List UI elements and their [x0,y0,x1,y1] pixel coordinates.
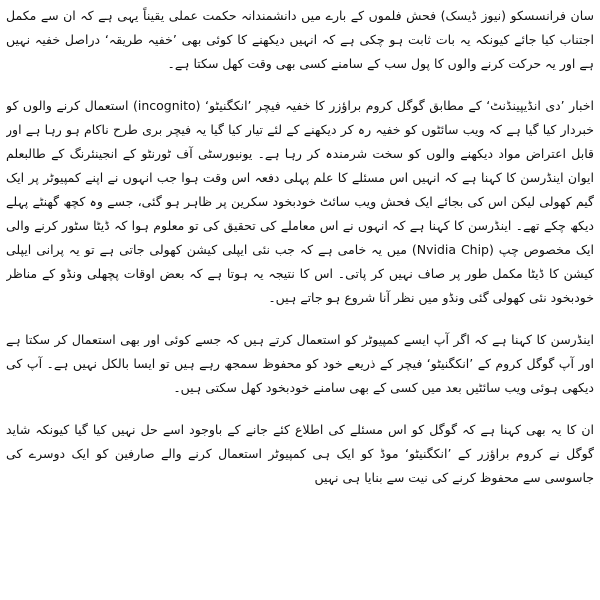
article-body [6,4,594,600]
article-paragraph-1: سان فرانسسکو (نیوز ڈیسک) فحش فلموں کے بارے میں دانشمندانہ حکمت عملی یقیناً یہی ہے کہ ان سے مکمل اجتناب کیا جائے کیونکہ یہ بات ثابت ہو چکی ہے کہ انہیں دیکھنے کا کوئی بھی ’خفیہ طریقہ‘ دراصل خفیہ نہیں ہے اور یہ حرکت کرنے والوں کا پول سب کے سامنے کسی بھی وقت کھل سکتا ہے۔ [6,8,594,71]
article-paragraph-3: اینڈرسن کا کہنا ہے کہ اگر آپ ایسے کمپیوٹر کو استعمال کرتے ہیں کہ جسے کوئی اور بھی استعمال کر سکتا ہے اور آپ گوگل کروم کے ’انکگنیٹو‘ فیچر کے ذریعے خود کو محفوظ سمجھ رہے ہیں تو ایسا بالکل نہیں ہے۔ آپ کی دیکھی ہوئی ویب سائٹیں بعد میں کسی کے بھی سامنے خودبخود کھل سکتی ہیں۔ [6,332,594,395]
article-paragraph-4: ان کا یہ بھی کہنا ہے کہ گوگل کو اس مسئلے کی اطلاع کئے جانے کے باوجود اسے حل نہیں کیا گیا کیونکہ شاید گوگل نے کروم براﺅزر کے ’انکگنیٹو‘ موڈ کو ایک ہی کمپیوٹر استعمال کرنے والے صارفین کو ایک دوسرے کی جاسوسی سے محفوظ کرنے کی نیت سے بنایا ہی نہیں [6,422,594,485]
article-paragraph-2: اخبار ’دی انڈیپینڈنٹ‘ کے مطابق گوگل کروم براﺅزر کا خفیہ فیچر ’انکگنیٹو‘ (incognito) استعمال کرنے والوں کو خبردار کیا گیا ہے کہ ویب سائٹوں کو خفیہ رہ کر دیکھنے کے لئے تیار کیا گیا یہ فیچر بری طرح ناکام ہو رہا ہے اور قابل اعتراض مواد دیکھنے والوں کو سخت شرمندہ کر رہا ہے۔ یونیورسٹی آف ٹورنٹو کے انجینئرنگ کے طالبعلم ایوان اینڈرسن کا کہنا ہے کہ انہیں اس مسئلے کا علم پہلی دفعہ اس وقت ہوا جب انہوں نے اپنے کمپیوٹر پر ایک گیم کھولی لیکن اس کی بجائے ایک فحش ویب سائٹ خودبخود سکرین پر ظاہر ہو گئی، جسے وہ کچھ گھنٹے پہلے دیکھ چکے تھے۔ اینڈرسن کا کہنا ہے کہ انہوں نے اس معاملے کی تحقیق کی تو معلوم ہوا کہ ڈیٹا سٹور کرنے والی ایک مخصوص چپ (Nvidia Chip) میں یہ خامی ہے کہ جب نئی ایپلی کیشن کھولی جاتی ہے تو یہ پرانی ایپلی کیشن کا ڈیٹا مکمل طور پر صاف نہیں کر پاتی۔ اس کا نتیجہ یہ ہوتا ہے کہ بعض اوقات پچھلی ونڈو کے مناظر خودبخود نئی کھولی گئی ونڈو میں نظر آنا شروع ہو جاتے ہیں۔ [6,98,594,305]
